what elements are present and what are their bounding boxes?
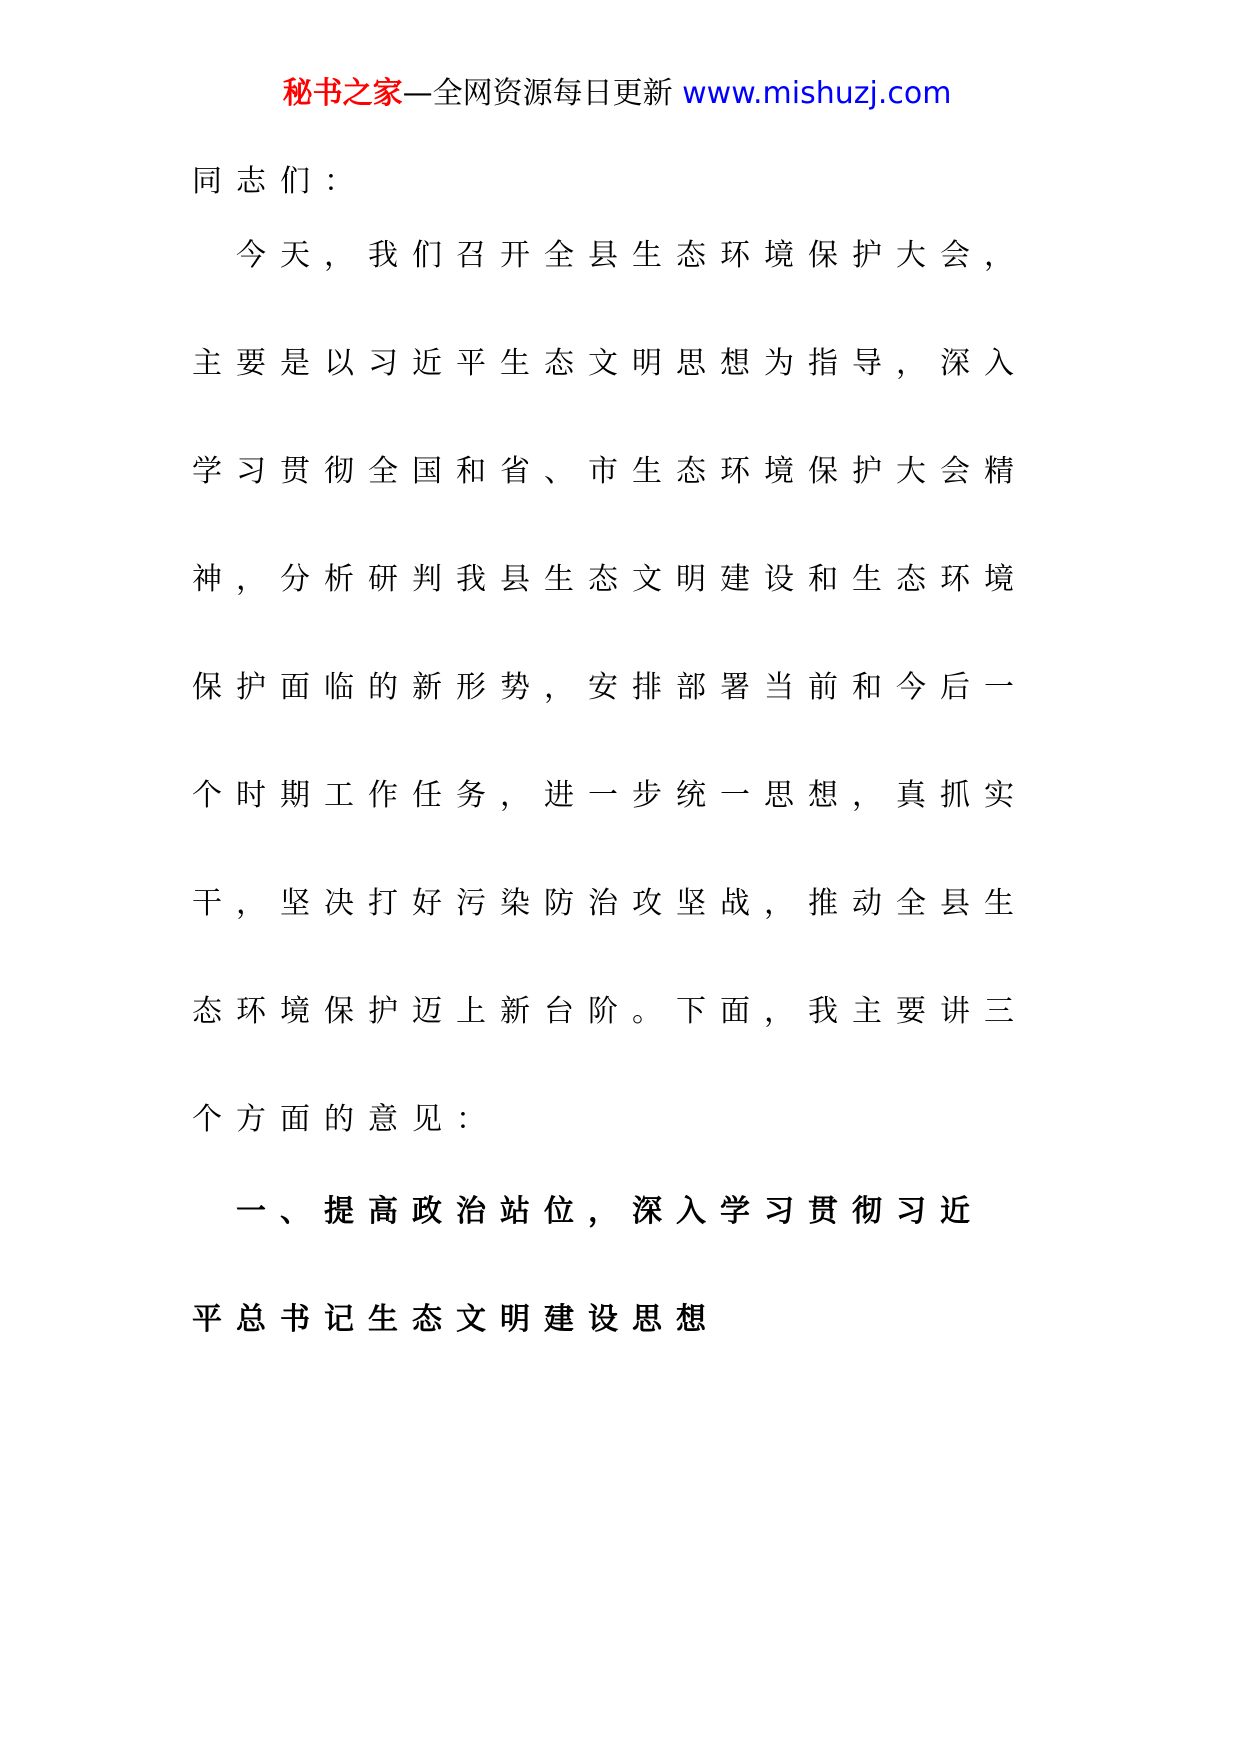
paragraph-line: 神，分析研判我县生态文明建设和生态环境 [192, 562, 1028, 597]
paragraph-line: 学习贯彻全国和省、市生态环境保护大会精 [192, 454, 1028, 489]
paragraph-line: 个方面的意见： [192, 1102, 500, 1137]
paragraph-line: 今天，我们召开全县生态环境保护大会， [192, 238, 1028, 273]
paragraph-line: 态环境保护迈上新台阶。下面，我主要讲三 [192, 994, 1028, 1029]
header-tagline: —全网资源每日更新 [402, 76, 683, 111]
brand-name: 秘书之家 [282, 76, 403, 111]
paragraph-line: 干，坚决打好污染防治攻坚战，推动全县生 [192, 886, 1028, 921]
salutation: 同志们： [192, 164, 368, 199]
site-link[interactable]: www.mishuzj.com [682, 76, 952, 111]
paragraph-line: 保护面临的新形势，安排部署当前和今后一 [192, 670, 1028, 705]
paragraph-line: 个时期工作任务，进一步统一思想，真抓实 [192, 778, 1028, 813]
section-heading-line: 平总书记生态文明建设思想 [192, 1302, 720, 1337]
page-header [0, 72, 1234, 116]
paragraph-line: 主要是以习近平生态文明思想为指导，深入 [192, 346, 1028, 381]
section-heading-line: 一、提高政治站位，深入学习贯彻习近 [192, 1194, 984, 1229]
